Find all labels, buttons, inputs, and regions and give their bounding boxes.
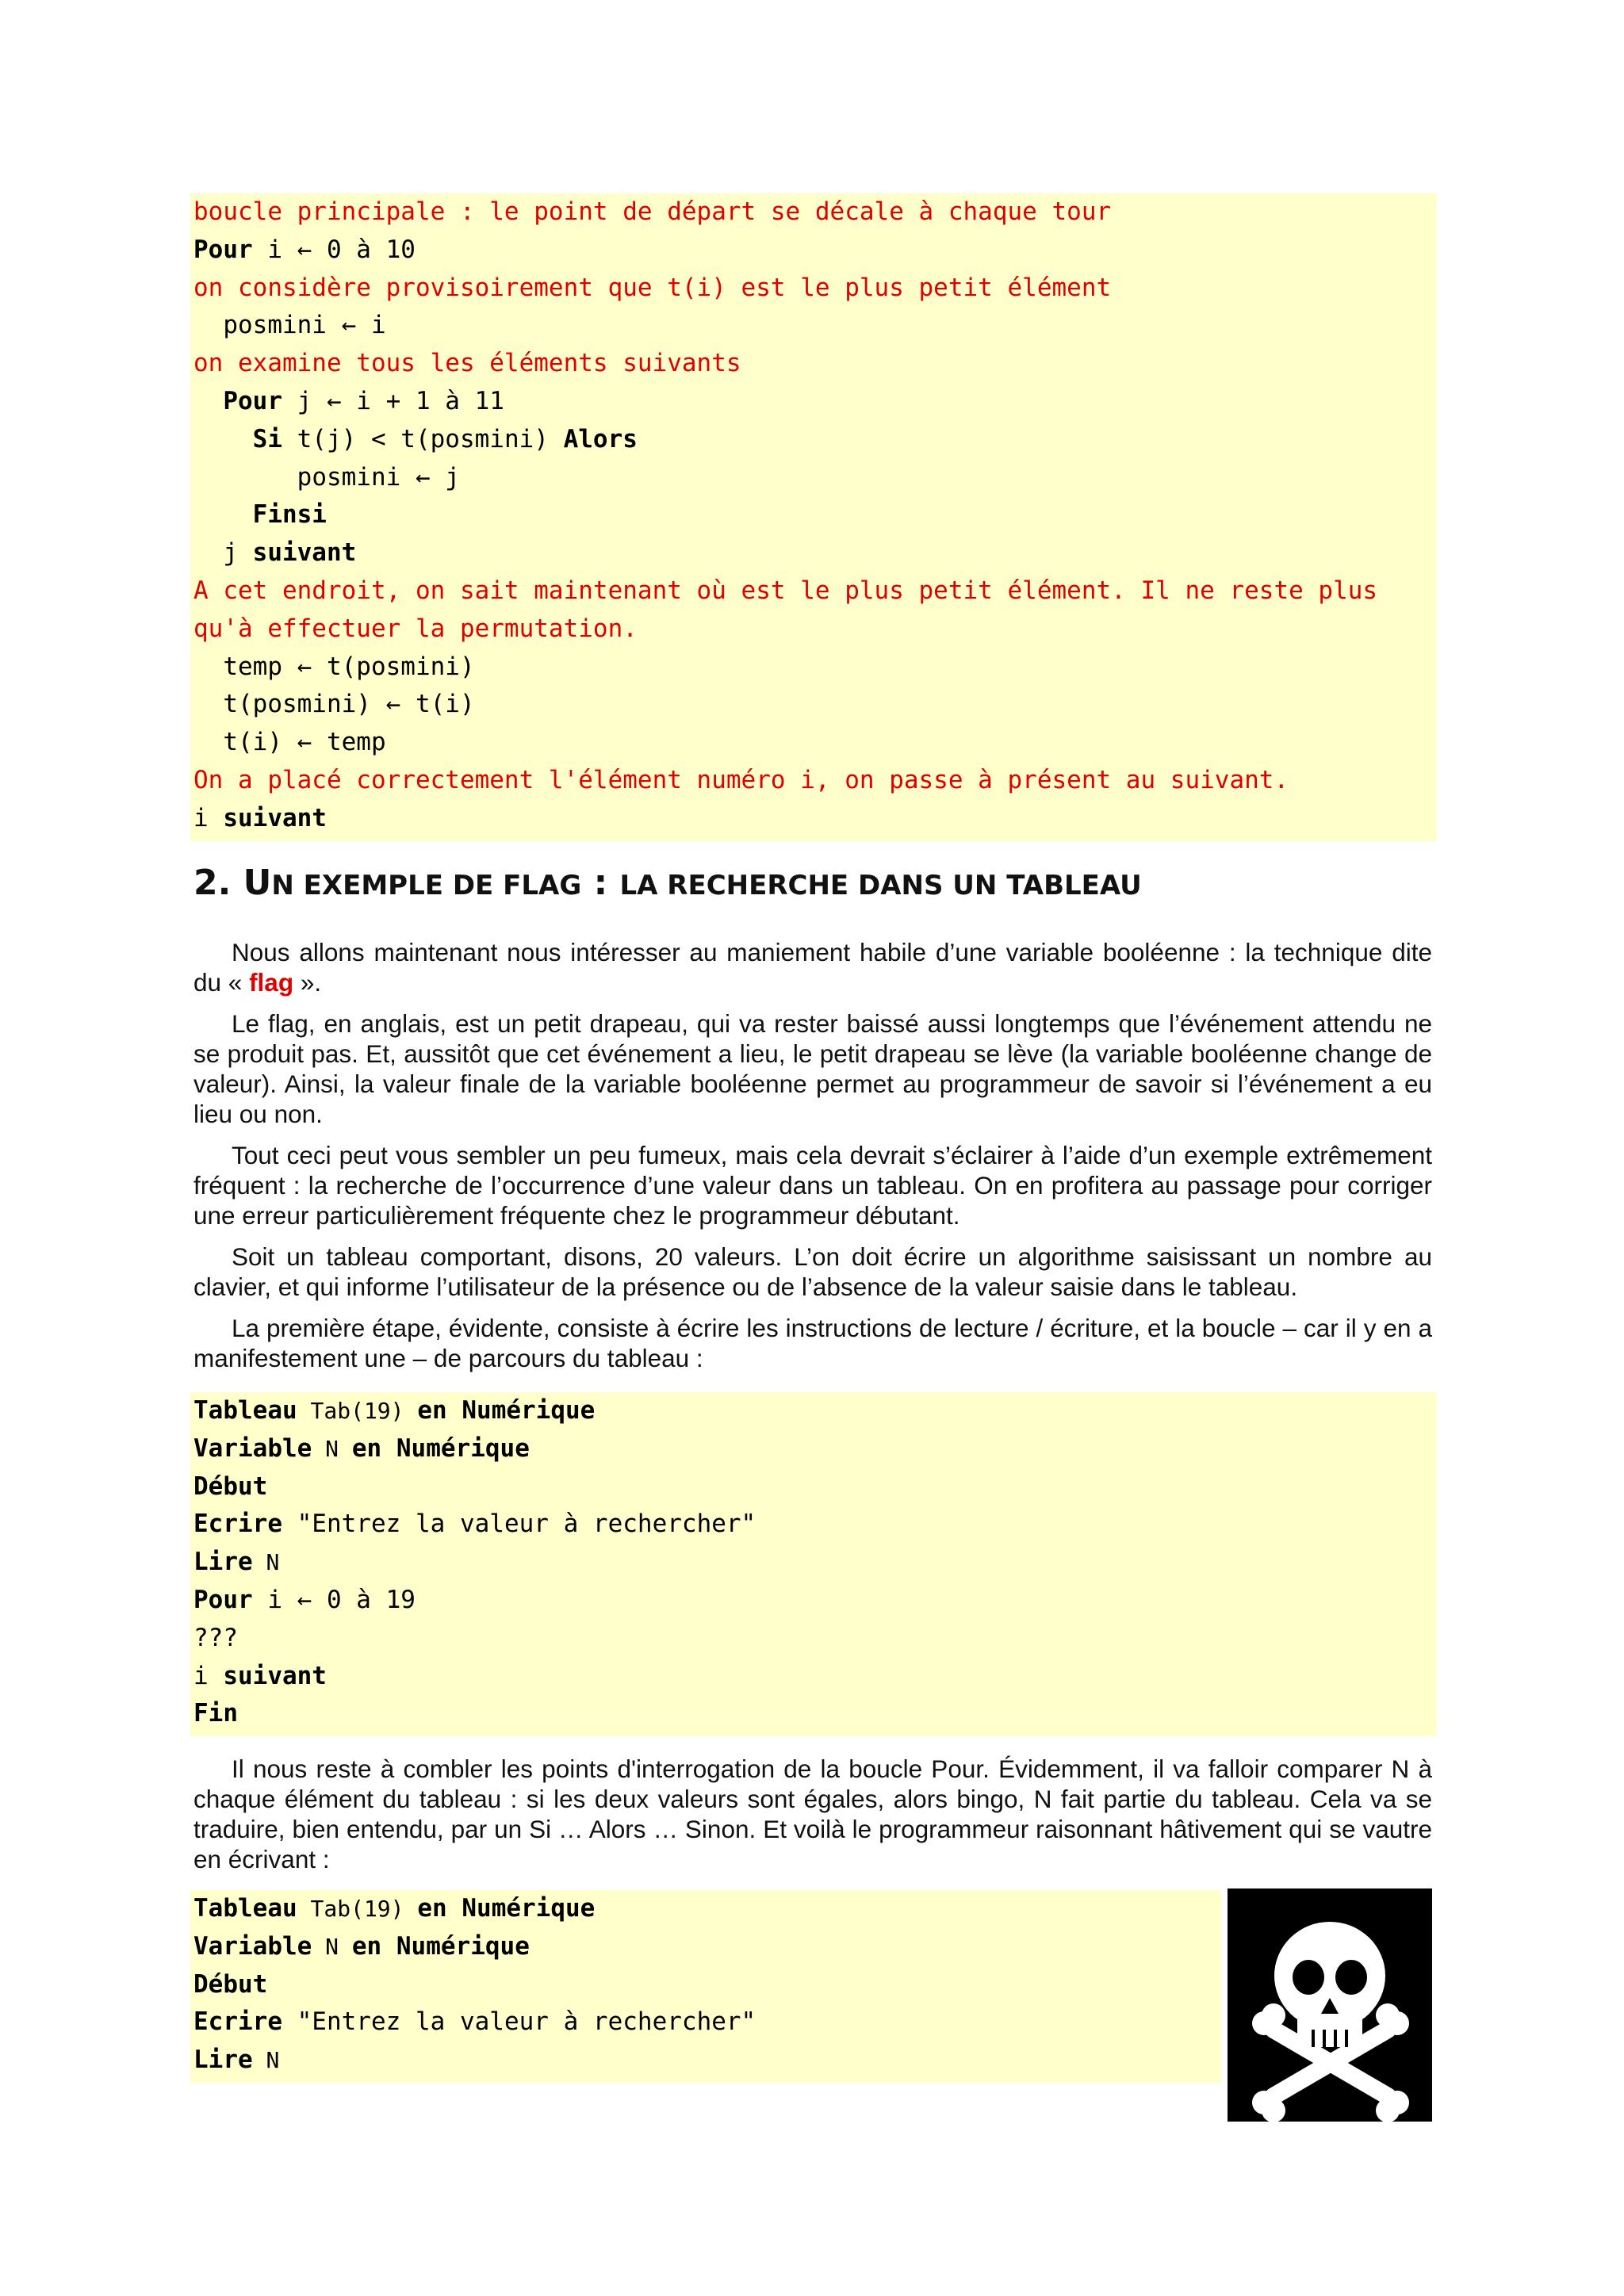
code-line xyxy=(190,2003,1221,2042)
code-keyword: en Numérique xyxy=(351,1931,530,1961)
code-indent xyxy=(193,538,223,567)
code-indent xyxy=(193,500,253,529)
code-identifier: N xyxy=(312,1435,352,1462)
code-comment: on considère provisoirement que t(i) est le plus petit élément xyxy=(193,273,1112,302)
code-line xyxy=(190,1544,1437,1582)
code-keyword: suivant xyxy=(252,538,357,568)
code-line xyxy=(190,383,1437,421)
code-keyword: suivant xyxy=(223,803,327,832)
paragraph-example: Tout ceci peut vous sembler un peu fumeux, mais cela devrait s’éclairer à l’aide d’un exemple extrêmement fréquent : la recherche de l’occurrence d’une valeur dans un tableau. On en profitera au passage pour corriger une erreur particulièrement fréquente chez le programmeur débutant. xyxy=(193,1141,1432,1230)
code-line xyxy=(190,459,1437,497)
code-comment: A cet endroit, on sait maintenant où est le plus petit élément. Il ne reste plus xyxy=(193,576,1378,605)
code-line xyxy=(190,686,1437,724)
code-text: i ← 0 à 19 xyxy=(252,1585,416,1614)
code-keyword: Si xyxy=(252,424,282,453)
code-identifier: N xyxy=(252,1549,280,1576)
code-indent xyxy=(193,425,253,453)
code-keyword: Variable xyxy=(193,1433,312,1463)
code-keyword: Fin xyxy=(193,1699,238,1728)
code-text: t(i) ← temp xyxy=(223,728,386,757)
code-indent xyxy=(193,387,223,415)
code-line xyxy=(190,2042,1221,2080)
heading-small-2: LA RECHERCHE DANS UN TABLEAU xyxy=(619,870,1142,901)
code-comment: boucle principale : le point de départ se décale à chaque tour xyxy=(193,197,1112,226)
code-line xyxy=(190,762,1437,800)
code-identifier: Tab(19) xyxy=(297,1896,418,1922)
code-line xyxy=(190,1966,1221,2004)
code-line xyxy=(190,1430,1437,1468)
code-line xyxy=(190,193,1437,232)
code-line xyxy=(190,345,1437,383)
code-text: i ← 0 à 10 xyxy=(252,235,416,264)
code-keyword: Début xyxy=(193,1471,268,1501)
code-line xyxy=(190,1468,1437,1506)
code-identifier: Tab(19) xyxy=(297,1398,418,1424)
code-keyword: Début xyxy=(193,1969,268,1999)
code-line xyxy=(190,724,1437,762)
code-text: t(posmini) ← t(i) xyxy=(223,690,475,719)
code-keyword: Variable xyxy=(193,1931,312,1961)
paragraph-intro: Nous allons maintenant nous intéresser au maniement habile d’une variable booléenne : la technique dite du « flag ». xyxy=(193,938,1432,997)
code-text: j ← i + 1 à 11 xyxy=(282,386,504,415)
heading-number: 2. xyxy=(193,863,243,903)
code-keyword: en Numérique xyxy=(351,1433,530,1463)
code-comment: on examine tous les éléments suivants xyxy=(193,349,741,378)
paragraph-problem: Soit un tableau comportant, disons, 20 valeurs. L’on doit écrire un algorithme saisissant un nombre au clavier, et qui informe l’utilisateur de la présence ou de l’absence de la valeur saisie dans le tableau. xyxy=(193,1242,1432,1301)
code-line xyxy=(190,421,1437,459)
heading-flag: FLAG xyxy=(503,870,582,901)
code-keyword: en Numérique xyxy=(417,1894,596,1923)
code-keyword: Pour xyxy=(193,235,253,264)
code-keyword: suivant xyxy=(223,1661,327,1690)
code-text: posmini ← j xyxy=(297,462,460,492)
code-text: j xyxy=(223,538,253,568)
code-comment: qu'à effectuer la permutation. xyxy=(193,614,638,643)
code-text: temp ← t(posmini) xyxy=(223,652,475,681)
code-line xyxy=(190,307,1437,345)
heading-cap-1: U xyxy=(243,863,272,903)
code-keyword: Tableau xyxy=(193,1396,297,1425)
code-indent xyxy=(193,311,223,339)
code-block-search-skeleton xyxy=(190,1392,1437,1736)
code-line xyxy=(190,1506,1437,1544)
code-keyword: Tableau xyxy=(193,1894,297,1923)
code-text: ??? xyxy=(193,1623,238,1652)
code-keyword: Lire xyxy=(193,2045,253,2075)
paragraph-flag-explanation: Le flag, en anglais, est un petit drapeau, qui va rester baissé aussi longtemps que l’événement attendu ne se produit pas. Et, aussitôt que cet événement a lieu, le petit drapeau se lève (la variable booléenne change de valeur). Ainsi, la valeur finale de la variable booléenne permet au programmeur de savoir si l’événement a eu lieu ou non. xyxy=(193,1009,1432,1128)
code-line xyxy=(190,1582,1437,1620)
code-keyword: Pour xyxy=(223,386,282,415)
code-line xyxy=(190,610,1437,649)
code-keyword: Ecrire xyxy=(193,2007,282,2037)
code-line xyxy=(190,534,1437,572)
code-keyword: Finsi xyxy=(252,500,327,530)
code-indent xyxy=(193,690,223,718)
code-line xyxy=(190,1890,1221,1928)
code-line xyxy=(190,1658,1437,1696)
code-indent xyxy=(193,728,223,756)
code-text: posmini ← i xyxy=(223,311,386,340)
code-text: t(j) < t(posmini) xyxy=(282,424,564,453)
code-line xyxy=(190,1928,1221,1966)
code-keyword: Ecrire xyxy=(193,1510,282,1539)
code-block-selection-sort xyxy=(190,193,1437,841)
heading-colon: : xyxy=(581,863,620,903)
code-indent xyxy=(193,652,223,681)
flag-term: flag xyxy=(249,968,294,997)
paragraph-wrong-approach: Il nous reste à combler les points d'interrogation de la boucle Pour. Évidemment, il va falloir comparer N à chaque élément du tableau : si les deux valeurs sont égales, alors bingo, N fait partie du tableau. Cela va se traduire, bien entendu, par un Si … Alors … Sinon. Et voilà le programmeur raisonnant hâtivement qui se vautre en écrivant : xyxy=(193,1755,1432,1873)
code-text: "Entrez la valeur à rechercher" xyxy=(282,2007,756,2037)
code-comment: On a placé correctement l'élément numéro i, on passe à présent au suivant. xyxy=(193,765,1289,794)
code-line xyxy=(190,232,1437,270)
code-indent xyxy=(193,463,297,492)
code-keyword: Alors xyxy=(563,424,638,453)
code-line xyxy=(190,496,1437,534)
code-line xyxy=(190,1620,1437,1658)
code-line xyxy=(190,1695,1437,1733)
code-line xyxy=(190,572,1437,610)
code-text: "Entrez la valeur à rechercher" xyxy=(282,1510,756,1539)
heading-small-1: N EXEMPLE DE xyxy=(271,870,504,901)
code-line xyxy=(190,800,1437,838)
code-keyword: Lire xyxy=(193,1548,253,1577)
code-identifier: N xyxy=(312,1933,352,1960)
code-text: i xyxy=(193,1661,224,1690)
code-block-wrong-attempt xyxy=(190,1890,1221,2083)
code-identifier: N xyxy=(252,2047,280,2074)
code-line xyxy=(190,649,1437,687)
paragraph-first-step: La première étape, évidente, consiste à écrire les instructions de lecture / écriture, et la boucle – car il y en a manifestement une – de parcours du tableau : xyxy=(193,1314,1432,1372)
code-text: i xyxy=(193,803,224,832)
code-line xyxy=(190,270,1437,308)
code-line xyxy=(190,1392,1437,1430)
section-heading xyxy=(193,863,1142,903)
code-keyword: Pour xyxy=(193,1585,253,1614)
code-keyword: en Numérique xyxy=(417,1396,596,1425)
skull-and-crossbones-icon xyxy=(1228,1888,1432,2122)
